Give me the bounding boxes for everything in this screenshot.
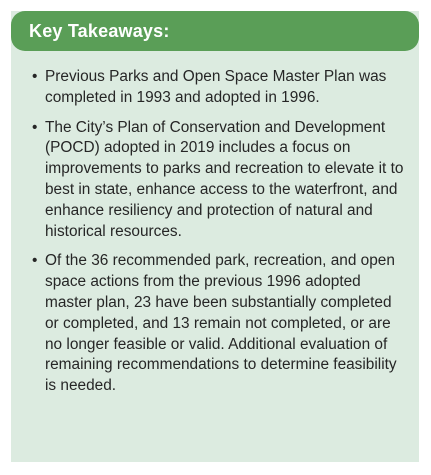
bullet-icon: • — [32, 68, 38, 85]
takeaway-text: Previous Parks and Open Space Master Plan was completed in 1993 and adopted in 1996. — [45, 68, 387, 106]
callout-title: Key Takeaways: — [29, 20, 170, 41]
takeaway-item-previous-master-plan — [11, 67, 419, 109]
takeaway-list — [11, 67, 419, 406]
bullet-icon: • — [32, 252, 38, 270]
takeaway-item-recommended-actions — [11, 251, 419, 397]
callout-header — [11, 11, 419, 51]
takeaway-item-pocd — [11, 118, 419, 243]
takeaway-text: The City’s Plan of Conservation and Development (POCD) adopted in 2019 includes a focus on improvements to parks and recreation to elevate it to best in state, enhance access to the waterfront, and enhance resiliency and protection of natural and historical resources. — [45, 118, 404, 240]
key-takeaways-callout — [11, 11, 419, 462]
takeaway-text: Of the 36 recommended park, recreation, and open space actions from the previous 1996 adopted master plan, 23 have been substantially completed or completed, and 13 remain not completed, or are no longer feasible or valid. Additional evaluation of remaining recommendations to determine feasibility is needed. — [45, 252, 397, 395]
bullet-icon: • — [32, 118, 38, 136]
